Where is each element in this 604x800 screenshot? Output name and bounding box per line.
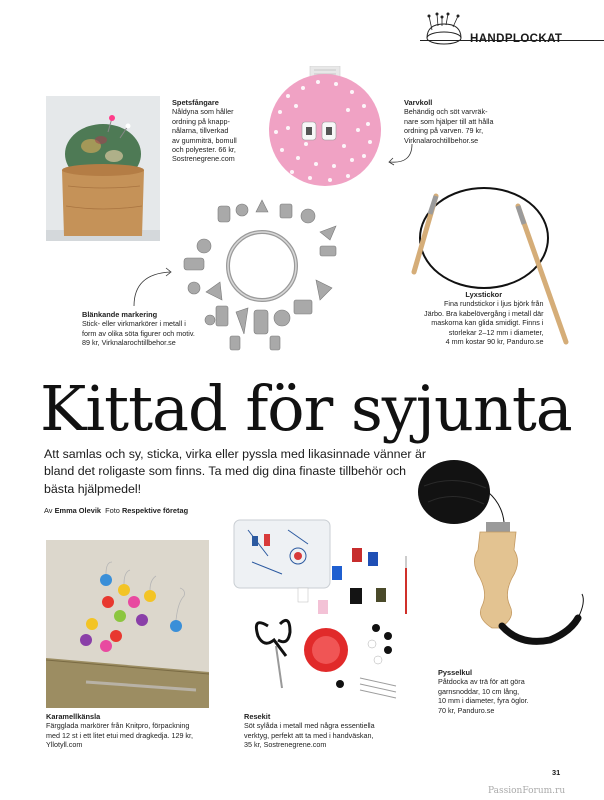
caption-spool — [438, 668, 529, 715]
caption-title: Spetsfångare — [172, 98, 219, 107]
watermark: PassionForum.ru — [488, 786, 566, 796]
article-title: Kittad för syjunta — [40, 372, 572, 445]
caption-needles — [424, 290, 543, 346]
caption-line: verktyg, perfekt att ta med i handväskan, — [244, 730, 374, 740]
caption-line: maskorna kan glida smidigt. Finns i — [431, 318, 544, 328]
author-name: Emma Olevik — [54, 506, 101, 515]
photo-prefix: Foto — [105, 506, 120, 515]
pointer-arrow-icon — [130, 266, 180, 310]
caption-line: Järbo. Bra kabelövergång i metall där — [424, 308, 544, 318]
caption-line: 35 kr, Sostrenegrene.com — [244, 740, 327, 750]
pincushion-photo — [46, 96, 160, 241]
photo-credit: Respektive företag — [121, 506, 189, 515]
caption-line: Fina rundstickor i ljus björk från — [444, 299, 544, 309]
caption-line: av gummiträ, bomull — [172, 135, 237, 145]
stitch-markers-photo — [46, 540, 209, 708]
caption-sewkit — [244, 712, 375, 750]
caption-line: Sostrenegrene.com — [172, 154, 235, 164]
section-label: HANDPLOCKAT — [470, 33, 563, 45]
article-lede: Att samlas och sy, sticka, virka eller pyssla med likasinnade vänner är bland det roligaste som finns. Ta med dig dina finaste tillbehör och bästa hjälpmedel! — [44, 447, 426, 496]
caption-counter — [404, 98, 494, 145]
caption-title: Pysselkul — [438, 668, 473, 677]
caption-line: nare som hjälper till att hålla — [404, 116, 494, 126]
pincushion-icon — [420, 12, 468, 48]
caption-line: Stick- eller virkmarkörer i metall i — [82, 319, 186, 329]
byline-prefix: Av — [44, 506, 53, 515]
caption-line: ordning på varven. 79 kr, — [404, 126, 484, 136]
caption-line: ordning på knapp- — [172, 116, 230, 126]
caption-line: Yllotyll.com — [46, 740, 83, 750]
caption-line: storlekar 2–12 mm i diameter, — [448, 327, 544, 337]
caption-line: Behändig och söt varvräk- — [404, 107, 488, 117]
caption-title: Resekit — [244, 712, 271, 721]
caption-line: Nåldyna som håller — [172, 107, 234, 117]
byline — [44, 506, 188, 515]
caption-line: Påtdocka av trä för att göra — [438, 677, 525, 687]
sewing-kit-image — [228, 516, 428, 716]
charm-markers-image — [170, 196, 350, 356]
row-counter-image — [258, 66, 398, 186]
caption-line: Söt sylåda i metall med några essentiella — [244, 721, 375, 731]
page-number: 31 — [552, 768, 561, 777]
caption-charms — [82, 310, 195, 348]
caption-pincushion — [172, 98, 237, 164]
caption-markers — [46, 712, 193, 750]
spool-knitter-image — [410, 446, 590, 676]
caption-title: Lyxstickor — [465, 290, 503, 299]
caption-line: form av olika söta figurer och motiv. — [82, 328, 195, 338]
caption-title: Karamellkänsla — [46, 712, 101, 721]
caption-title: Blänkande markering — [82, 310, 158, 319]
caption-line: 10 mm i diameter, fyra öglor. — [438, 696, 529, 706]
caption-line: nålarna, tillverkad — [172, 126, 229, 136]
caption-line: med 12 st i ett litet etui med dragkedja. 129 kr, — [46, 730, 194, 740]
caption-line: Färgglada markörer från Knitpro, förpackning — [46, 721, 190, 731]
caption-title: Varvkoll — [404, 98, 433, 107]
caption-line: garnsnoddar, 10 cm lång, — [438, 686, 520, 696]
caption-line: 4 mm kostar 90 kr, Panduro.se — [445, 337, 544, 347]
caption-line: 70 kr, Panduro.se — [438, 705, 495, 715]
caption-line: Virknalarochtillbehor.se — [404, 135, 479, 145]
caption-line: 89 kr, Virknalarochtillbehor.se — [82, 338, 176, 348]
caption-line: och polyester. 66 kr, — [172, 145, 236, 155]
